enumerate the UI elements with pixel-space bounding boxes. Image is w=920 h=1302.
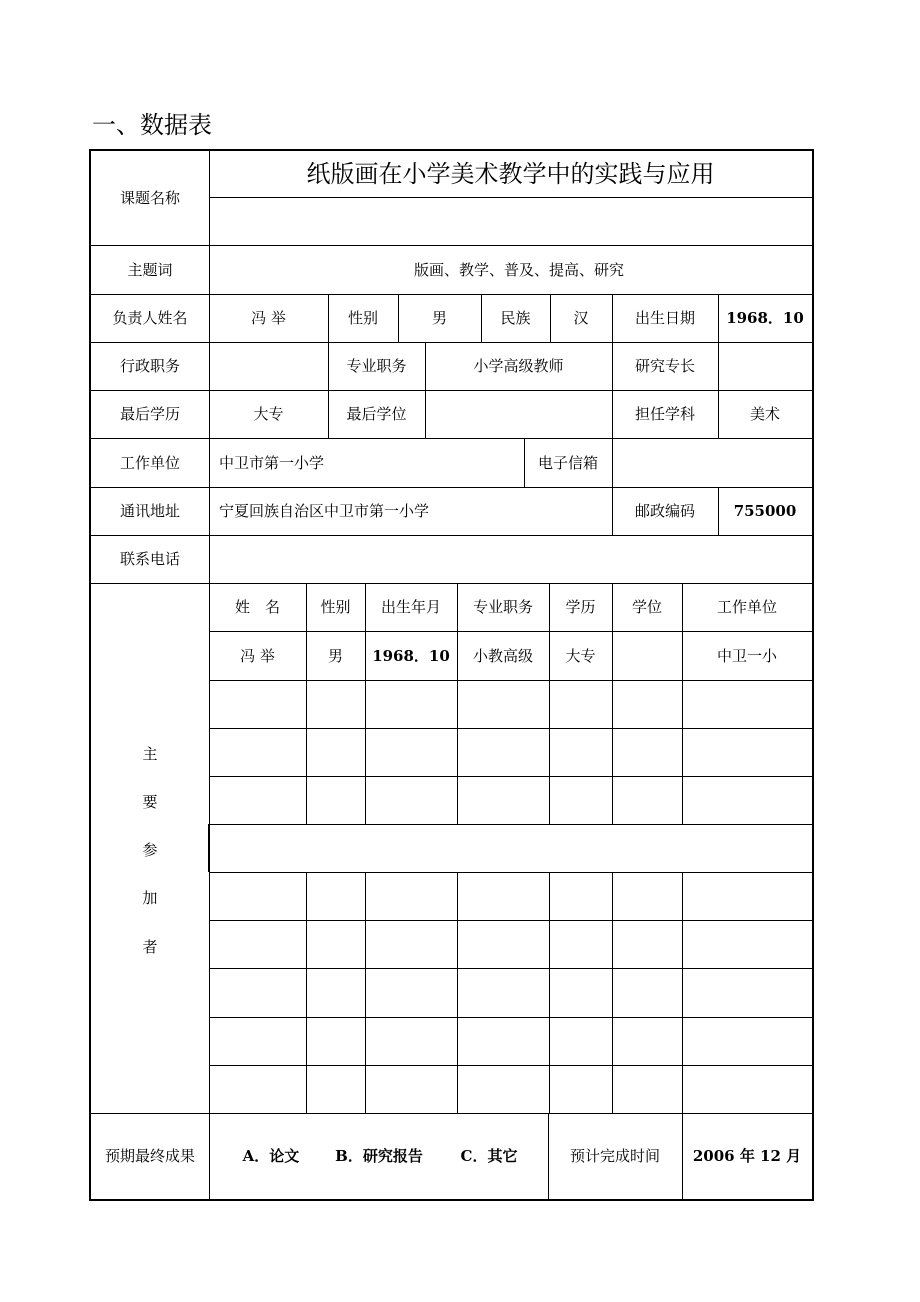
- topic-name-value: 纸版画在小学美术教学中的实践与应用: [306, 160, 715, 188]
- result-option-paper: A．论文: [242, 1147, 300, 1165]
- expected-result-label: 预期最终成果: [104, 1147, 195, 1165]
- phone-value: [209, 535, 812, 583]
- participants-label-char-5: 者: [142, 938, 158, 956]
- education-label: 最后学历: [119, 405, 180, 423]
- ethnicity-value: 汉: [573, 309, 589, 327]
- section-heading: 一、数据表: [92, 111, 212, 139]
- work-unit-label: 工作单位: [119, 453, 180, 472]
- participant-row-divider: [209, 968, 812, 969]
- row-divider: [209, 197, 812, 198]
- participant-row-divider: [209, 1017, 812, 1018]
- topic-name-label: 课题名称: [119, 189, 180, 207]
- degree-value: [425, 390, 612, 438]
- email-value: [612, 438, 812, 487]
- participants-header-position: 专业职务: [472, 598, 533, 616]
- participant-column-divider: [682, 872, 683, 1113]
- participant-column-divider: [457, 872, 458, 1113]
- participant-name: 冯 举: [240, 646, 275, 665]
- participants-header-birth: 出生年月: [380, 598, 441, 616]
- birth-date-label: 出生日期: [634, 309, 695, 327]
- participants-header-work-unit: 工作单位: [716, 598, 777, 616]
- participant-work-unit: 中卫一小: [716, 646, 777, 665]
- participants-label-char-3: 参: [142, 841, 158, 859]
- participant-column-divider: [365, 872, 366, 1113]
- participants-label-char-1: 主: [142, 745, 158, 763]
- research-specialty-value: [718, 342, 812, 390]
- participants-header-degree: 学位: [631, 598, 662, 616]
- professional-position-value: 小学高级教师: [473, 357, 564, 375]
- result-option-report: B．研究报告: [335, 1147, 423, 1165]
- subject-value: 美术: [749, 405, 780, 423]
- participant-row-divider: [209, 728, 812, 729]
- result-option-other: C．其它: [460, 1147, 518, 1165]
- keywords-label: 主题词: [127, 260, 173, 279]
- participant-education: 大专: [565, 646, 596, 665]
- participants-header-gender: 性别: [320, 598, 351, 616]
- participant-column-divider: [306, 872, 307, 1113]
- subject-label: 担任学科: [634, 405, 695, 423]
- participant-column-divider: [612, 872, 613, 1113]
- participant-row-divider: [209, 776, 812, 777]
- education-value: 大专: [253, 405, 284, 423]
- address-value: 宁夏回族自治区中卫市第一小学: [219, 502, 430, 520]
- phone-label: 联系电话: [119, 550, 180, 568]
- leader-name-label: 负责人姓名: [112, 309, 188, 327]
- participant-row-divider: [209, 680, 812, 681]
- participant-gender: 男: [327, 646, 343, 665]
- admin-position-label: 行政职务: [119, 357, 180, 375]
- participant-degree: [612, 631, 682, 680]
- gender-value: 男: [431, 309, 447, 327]
- work-unit-value: 中卫市第一小学: [219, 453, 325, 472]
- participant-row-divider: [209, 920, 812, 921]
- postal-code-label: 邮政编码: [634, 502, 695, 520]
- merged-row-left-border: [208, 824, 210, 872]
- email-label: 电子信箱: [537, 453, 598, 472]
- expected-time-value: 2006 年 12 月: [692, 1147, 802, 1165]
- research-specialty-label: 研究专长: [634, 357, 695, 375]
- participants-header-name: 姓 名: [234, 598, 280, 616]
- ethnicity-label: 民族: [500, 309, 531, 327]
- participant-row-divider: [209, 824, 814, 825]
- participants-label-char-2: 要: [142, 793, 158, 811]
- expected-time-label: 预计完成时间: [569, 1147, 660, 1165]
- participant-row-divider: [209, 872, 812, 873]
- degree-label: 最后学位: [346, 405, 407, 423]
- leader-name-value: 冯 举: [251, 309, 286, 327]
- professional-position-label: 专业职务: [346, 357, 407, 375]
- address-label: 通讯地址: [119, 502, 180, 520]
- admin-position-value: [209, 342, 328, 390]
- postal-code-value: 755000: [733, 502, 797, 520]
- keywords-value: 版画、教学、普及、提高、研究: [413, 260, 624, 279]
- participant-column-divider: [549, 872, 550, 1113]
- participant-row-divider: [209, 1065, 812, 1066]
- participant-birth: 1968．10: [372, 646, 450, 665]
- participants-header-education: 学历: [565, 598, 596, 616]
- gender-label: 性别: [347, 309, 378, 327]
- participant-position: 小教高级: [472, 646, 533, 665]
- birth-date-value: 1968．10: [726, 309, 804, 327]
- participants-label-char-4: 加: [142, 889, 158, 907]
